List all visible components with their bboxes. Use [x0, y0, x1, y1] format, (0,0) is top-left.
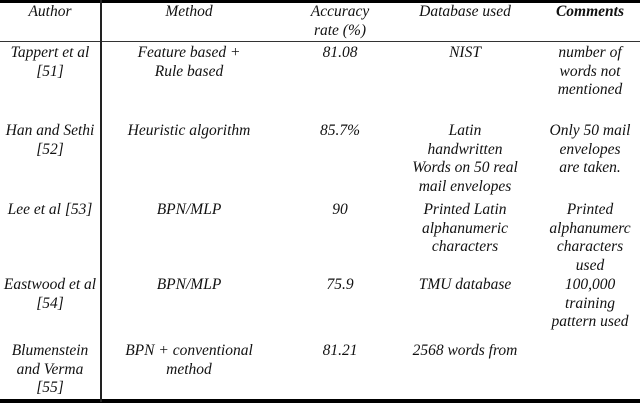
- header-database: Database used: [419, 3, 511, 20]
- header-accuracy: Accuracy rate (%): [310, 3, 370, 39]
- cell-author: Lee et al [53]: [7, 201, 93, 218]
- header-comments: Comments: [555, 3, 625, 20]
- cell-accuracy: 75.9: [326, 276, 354, 293]
- cell-method: Heuristic algorithm: [127, 122, 251, 139]
- cell-database: NIST: [449, 44, 481, 61]
- cell-accuracy: 81.21: [322, 342, 358, 359]
- table-bottom-rule: [0, 399, 640, 403]
- cell-author: Blumenstein and Verma [55]: [11, 342, 89, 396]
- cell-accuracy: 81.08: [322, 44, 358, 61]
- cell-method: BPN/MLP: [156, 276, 222, 293]
- cell-author: Han and Sethi [52]: [5, 122, 95, 158]
- cell-database: 2568 words from: [412, 342, 518, 359]
- cell-accuracy: 90: [332, 201, 348, 218]
- cell-comments: Only 50 mail envelopes are taken.: [549, 122, 631, 176]
- cell-author: Tappert et al [51]: [10, 44, 90, 80]
- cell-comments: 100,000 training pattern used: [551, 276, 629, 330]
- cell-method: Feature based + Rule based: [137, 44, 241, 80]
- column-divider: [100, 0, 102, 402]
- cell-accuracy: 85.7%: [319, 122, 361, 139]
- cell-database: TMU database: [418, 276, 512, 293]
- cell-author: Eastwood et al [54]: [3, 276, 97, 312]
- cell-method: BPN + conventional method: [125, 342, 253, 378]
- cell-database: Printed Latin alphanumeric characters: [421, 201, 509, 255]
- cell-comments: Printed alphanumerc characters used: [549, 201, 631, 274]
- cell-database: Latin handwritten Words on 50 real mail envelopes: [412, 122, 518, 195]
- header-author: Author: [28, 3, 72, 20]
- cell-method: BPN/MLP: [156, 201, 222, 218]
- cell-comments: number of words not mentioned: [557, 44, 623, 98]
- header-rule: [0, 41, 640, 42]
- header-method: Method: [165, 3, 213, 20]
